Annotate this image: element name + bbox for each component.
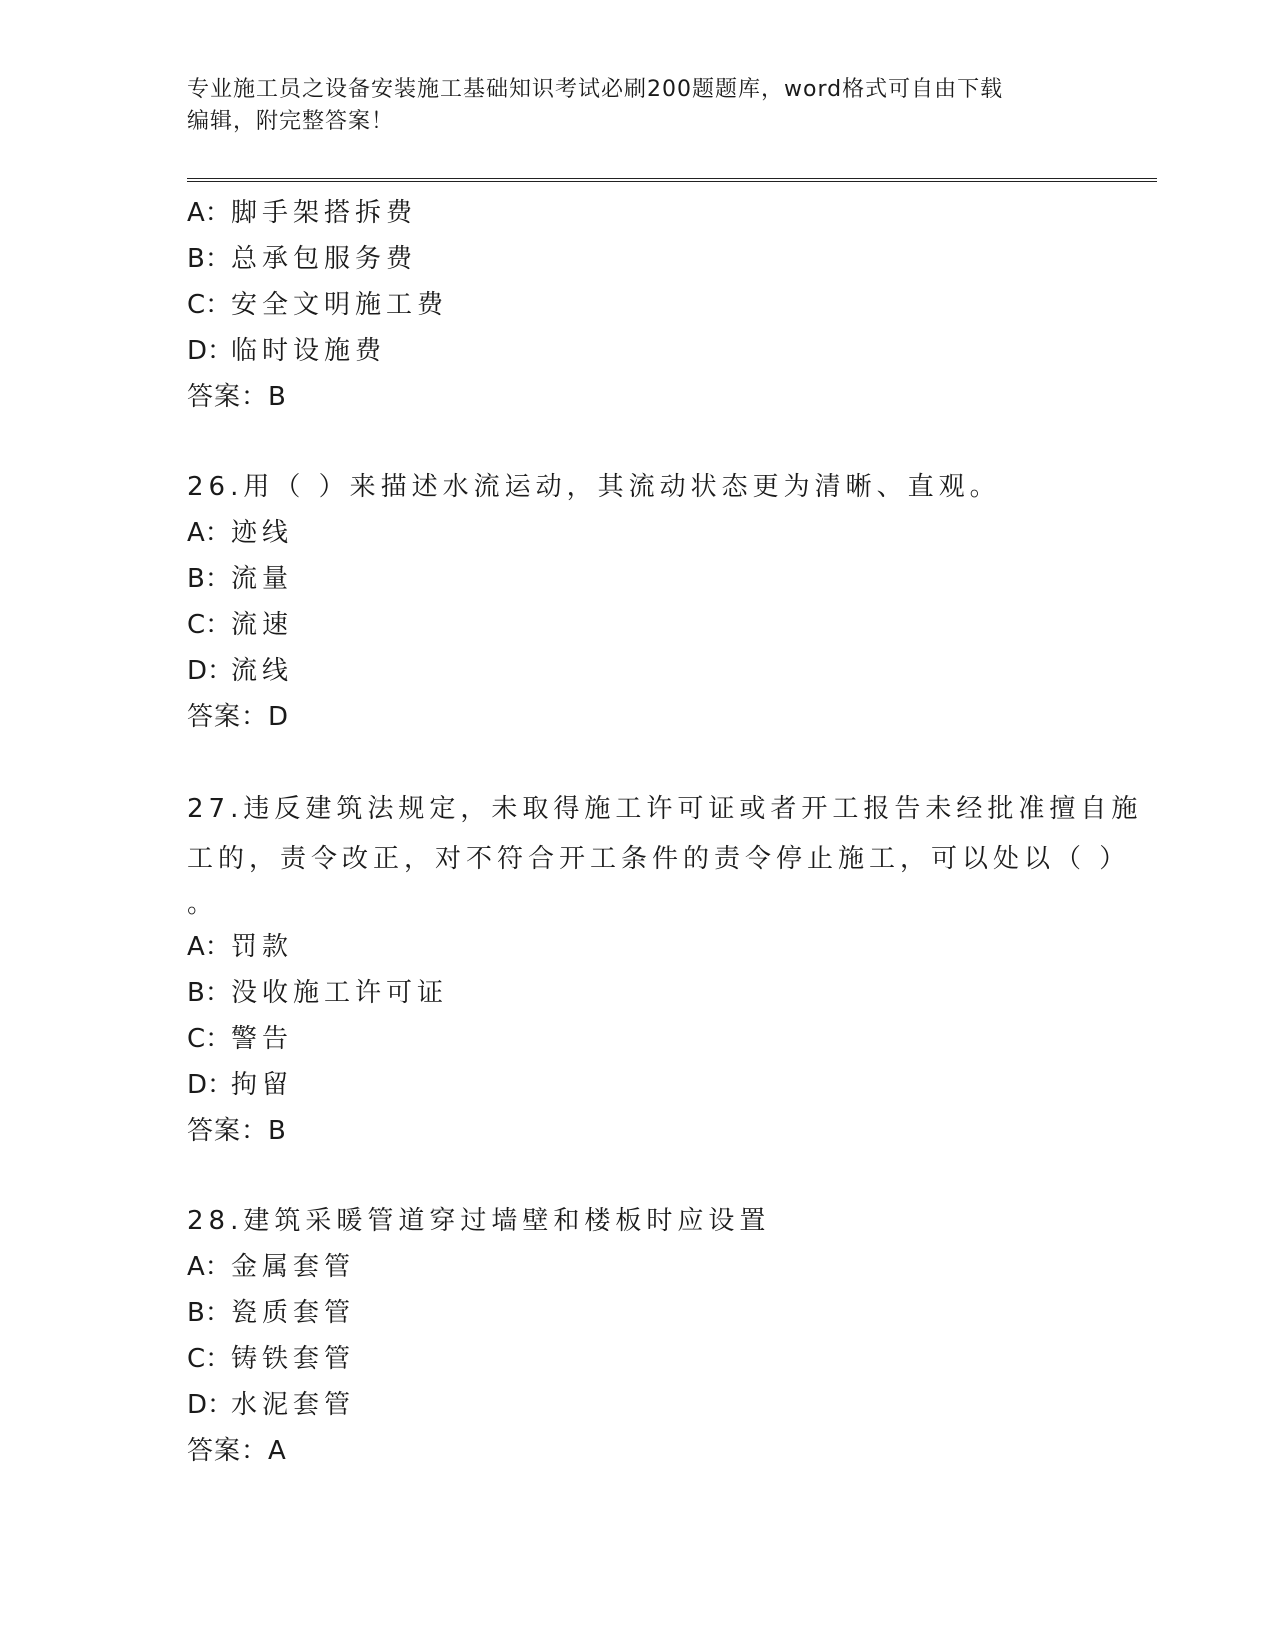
option-c (187, 1336, 1087, 1382)
option-c (187, 602, 1087, 648)
question-stem: 26.用（ ）来描述水流运动，其流动状态更为清晰、直观。 (187, 472, 1001, 502)
question-stem-line3: 。 (187, 889, 219, 919)
question-stem-line2: 工的，责令改正，对不符合开工条件的责令停止施工，可以处以（ ） (187, 844, 1131, 874)
question-27 (187, 784, 1143, 1154)
option-letter: B： (187, 564, 231, 594)
answer-line (187, 1428, 1087, 1474)
question-28 (187, 1198, 1087, 1474)
option-letter: A： (187, 1252, 231, 1282)
option-text: 安全文明施工费 (231, 290, 449, 320)
option-letter: C： (187, 610, 232, 640)
option-c (187, 282, 1087, 328)
option-text: 罚款 (231, 932, 294, 962)
option-b (187, 556, 1087, 602)
option-letter: D： (187, 656, 234, 686)
option-b (187, 1290, 1087, 1336)
option-text: 迹线 (231, 518, 294, 548)
document-header (187, 74, 1087, 138)
option-a (187, 510, 1087, 556)
option-text: 流线 (231, 656, 294, 686)
question-list (187, 190, 1143, 1474)
answer-value: A (268, 1436, 287, 1466)
option-text: 水泥套管 (231, 1390, 356, 1420)
option-text: 没收施工许可证 (231, 978, 449, 1008)
answer-value: B (268, 382, 287, 412)
answer-label: 答案： (187, 382, 269, 412)
answer-label: 答案： (187, 702, 269, 732)
option-text: 流量 (231, 564, 294, 594)
option-text: 脚手架搭拆费 (231, 198, 418, 228)
option-text: 警告 (231, 1024, 294, 1054)
answer-value: D (268, 702, 290, 732)
option-letter: D： (187, 336, 234, 366)
option-a (187, 1244, 1087, 1290)
option-text: 拘留 (231, 1070, 294, 1100)
question-26 (187, 464, 1087, 740)
header-title-line1: 专业施工员之设备安装施工基础知识考试必刷200题题库，word格式可自由下载 (187, 77, 1004, 102)
option-text: 瓷质套管 (231, 1298, 356, 1328)
answer-line (187, 374, 1087, 420)
option-text: 流速 (231, 610, 294, 640)
option-b (187, 970, 1087, 1016)
option-letter: B： (187, 1298, 231, 1328)
option-d (187, 648, 1087, 694)
answer-line (187, 694, 1087, 740)
option-letter: D： (187, 1070, 234, 1100)
answer-label: 答案： (187, 1436, 269, 1466)
question-25 (187, 190, 1087, 420)
option-d (187, 1062, 1087, 1108)
option-letter: A： (187, 198, 231, 228)
question-stem-line1: 27.违反建筑法规定，未取得施工许可证或者开工报告未经批准擅自施 (187, 794, 1143, 824)
option-text: 临时设施费 (231, 336, 387, 366)
option-c (187, 1016, 1087, 1062)
option-letter: D： (187, 1390, 234, 1420)
option-letter: A： (187, 932, 231, 962)
header-title-line2: 编辑，附完整答案！ (187, 109, 395, 134)
answer-value: B (268, 1116, 287, 1146)
option-letter: C： (187, 1344, 232, 1374)
option-a (187, 924, 1087, 970)
answer-label: 答案： (187, 1116, 269, 1146)
option-letter: C： (187, 1024, 232, 1054)
option-d (187, 1382, 1087, 1428)
option-d (187, 328, 1087, 374)
option-a (187, 190, 1087, 236)
question-stem: 28.建筑采暖管道穿过墙壁和楼板时应设置 (187, 1206, 771, 1236)
header-double-rule (187, 178, 1157, 182)
option-text: 金属套管 (231, 1252, 356, 1282)
option-text: 铸铁套管 (231, 1344, 356, 1374)
option-b (187, 236, 1087, 282)
option-letter: B： (187, 244, 231, 274)
option-letter: B： (187, 978, 231, 1008)
option-text: 总承包服务费 (231, 244, 418, 274)
option-letter: A： (187, 518, 231, 548)
answer-line (187, 1108, 1087, 1154)
option-letter: C： (187, 290, 232, 320)
